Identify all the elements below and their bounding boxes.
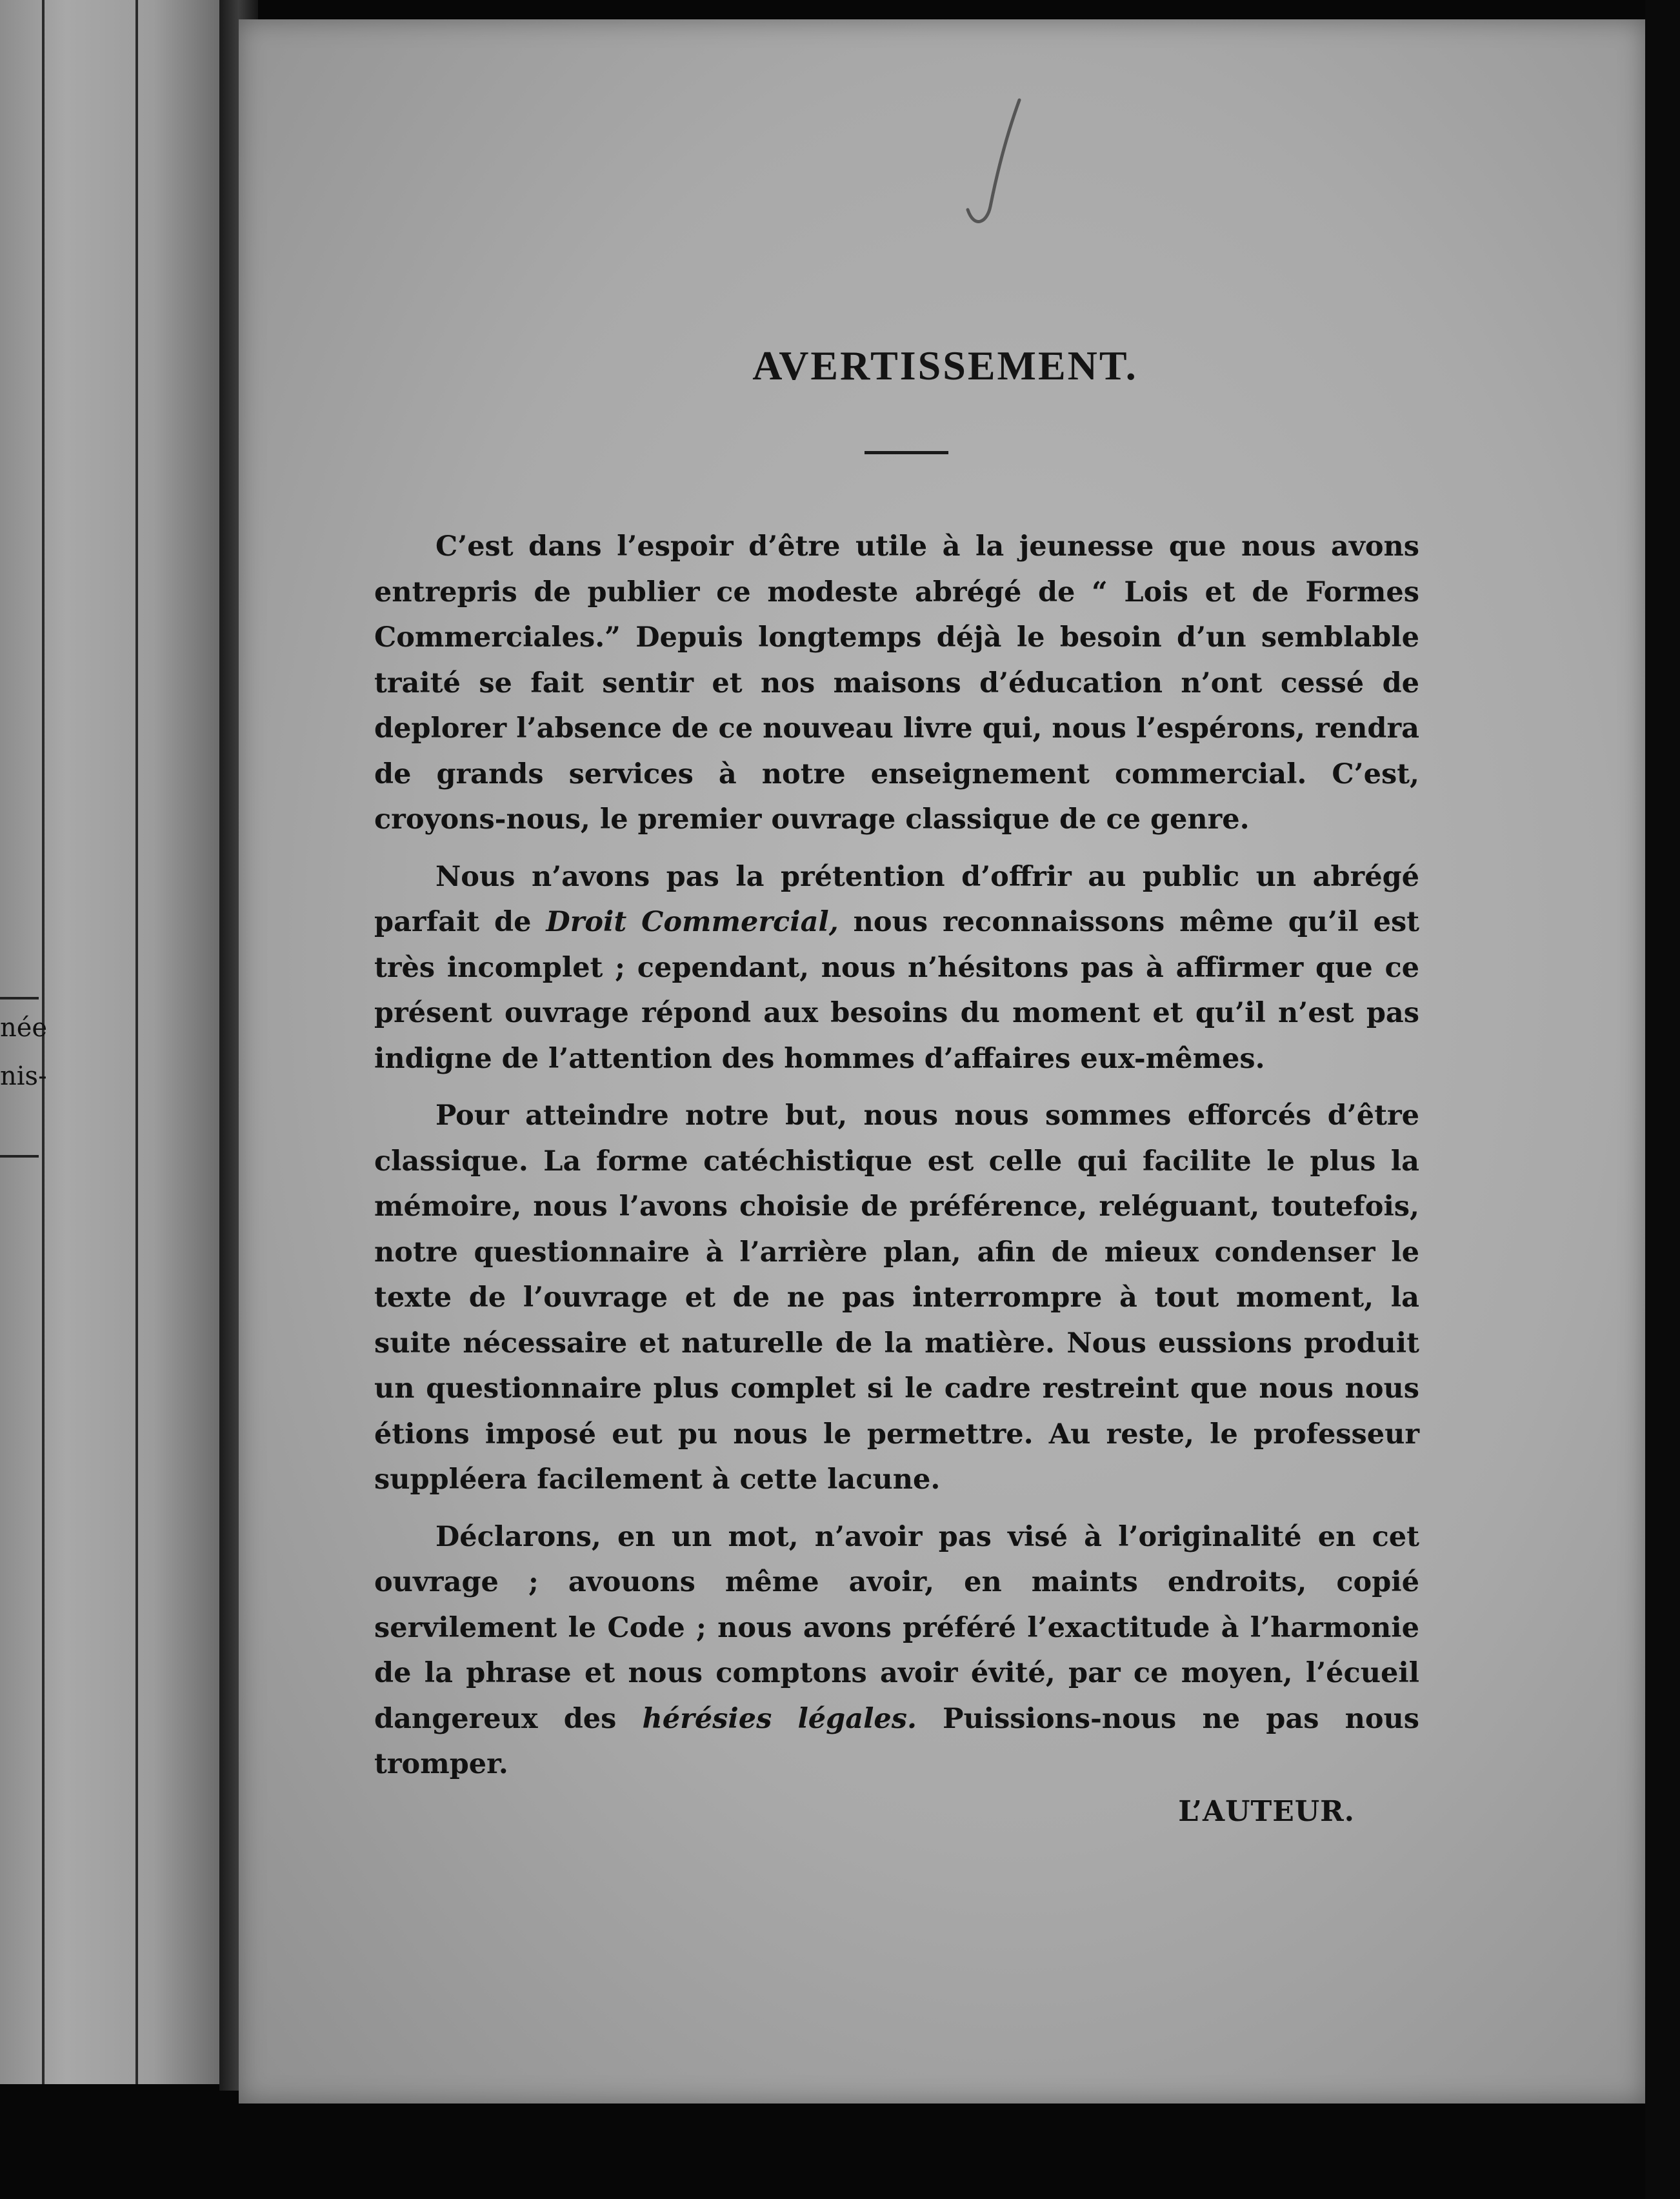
paragraph-text: Puissions-nous ne pas nous tromper. [374, 1702, 1420, 1780]
paragraph [374, 1093, 1419, 1503]
title-rule [865, 451, 948, 454]
page-crease [135, 0, 138, 2084]
left-page-fragment: née [0, 1013, 48, 1043]
page-title: AVERTISSEMENT. [752, 343, 1138, 388]
page-content [374, 342, 1419, 1828]
pencil-checkmark [935, 97, 1039, 239]
paragraph-text: C’est dans l’espoir d’être utile à la jeunesse que nous avons entrepris de publier ce modeste abrégé de “ Lois et de Formes Commerciales.” Depuis longtemps déjà le besoin d’un semblable traité se fait sentir et nos maisons d’éducation n’ont cessé de deplorer l’absence de ce nouveau livre qui, nous l’espérons, rendra de grands services à notre enseignement commercial. C’est, croyons-nous, le premier ouvrage classique de ce genre. [374, 530, 1419, 836]
left-page-fragment: nis- [0, 1061, 47, 1091]
paragraph-text: Déclarons, en un mot, n’avoir pas visé à l’originalité en cet ouvrage ; avouons même avoir, en maints endroits, copié servilement le Code ; nous avons préféré l’exactitude à l’harmonie de la phrase et nous comptons avoir évité, par ce moyen, l’écueil dangereux des [374, 1520, 1419, 1735]
main-page [239, 19, 1645, 2104]
paragraph-text: Pour atteindre notre but, nous nous sommes efforcés d’être classique. La forme catéchistique est celle qui facilite le plus la mémoire, nous l’avons choisie de préférence, reléguant, toutefois, notre questionnaire à l’arrière plan, afin de mieux condenser le texte de l’ouvrage et de ne pas interrompre à tout moment, la suite nécessaire et naturelle de la matière. Nous eussions produit un questionnaire plus complet si le cadre restreint que nous nous étions imposé eut pu nous le permettre. Au reste, le professeur suppléera facilement à cette lacune. [374, 1100, 1419, 1496]
left-facing-page [0, 0, 219, 2084]
scan-border [1645, 0, 1680, 2199]
left-page-rule [0, 997, 39, 999]
paragraph-text: Nous n’avons pas la prétention d’offrir au public un abrégé parfait de [374, 860, 1419, 938]
left-page-rule [0, 1155, 39, 1158]
paragraph [374, 1514, 1419, 1787]
paragraph [374, 524, 1419, 843]
paragraph [374, 854, 1419, 1082]
italic-text: hérésies légales. [642, 1702, 917, 1735]
paragraph-text: nous reconnaissons même qu’il est très incomplet ; cependant, nous n’hésitons pas à affirmer que ce présent ouvrage répond aux besoins du moment et qu’il n’est pas indigne de l’attention des hommes d’affaires eux-mêmes. [374, 906, 1420, 1075]
author-signature: L’AUTEUR. [1178, 1794, 1355, 1828]
italic-text: Droit Commercial, [546, 906, 839, 938]
